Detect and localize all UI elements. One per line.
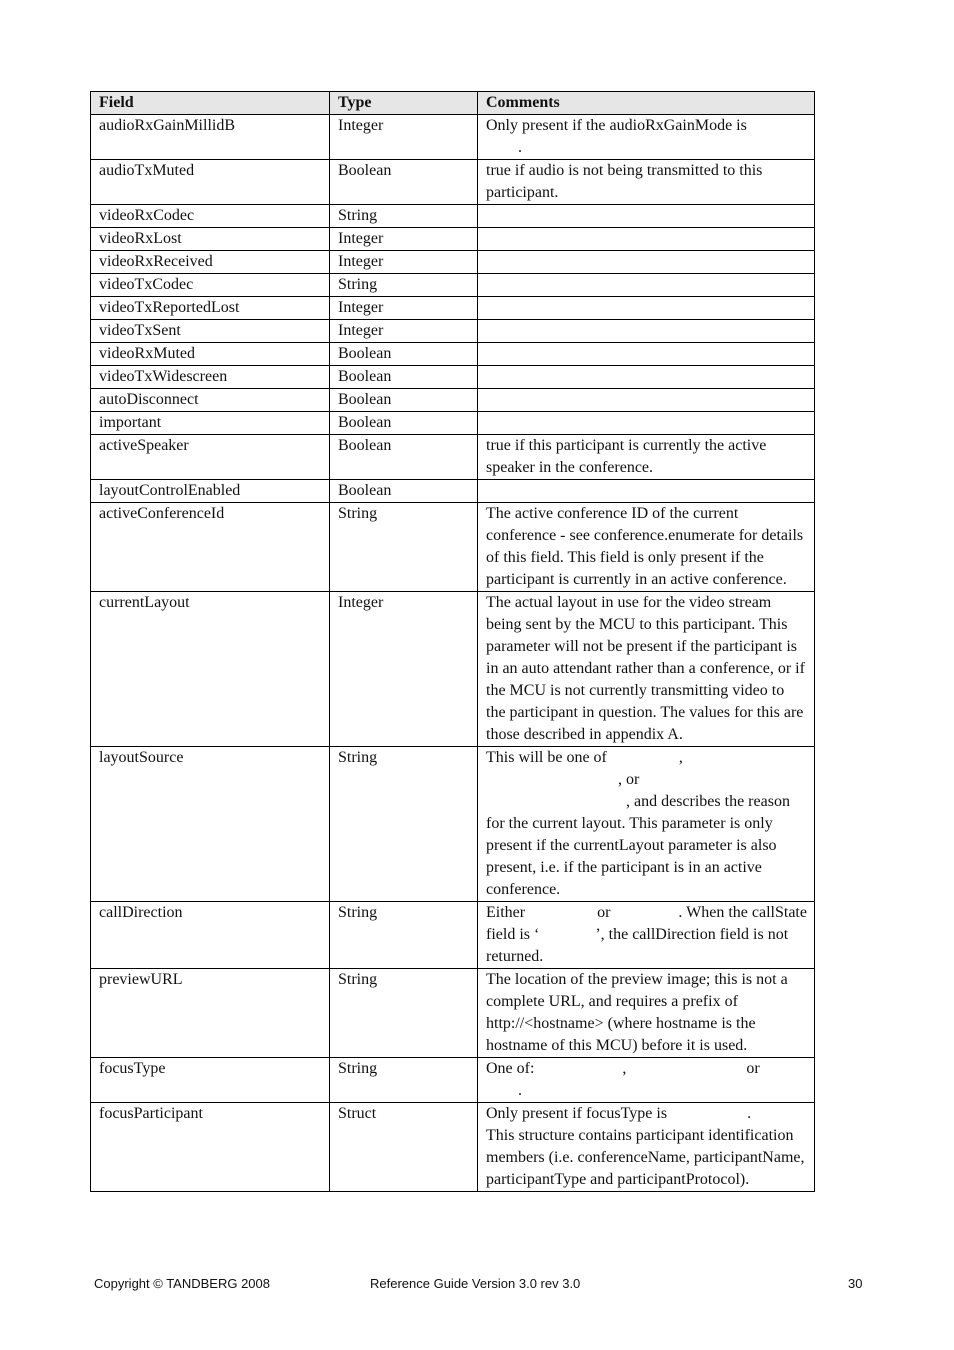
type-cell: Boolean [330,412,478,435]
table-row [91,1103,815,1192]
header-field: Field [91,92,330,115]
footer-reference-guide: Reference Guide Version 3.0 rev 3.0 [370,1276,581,1291]
comment-cell [478,320,815,343]
comment-cell: The location of the preview image; this is not a complete URL, and requires a prefix of http://<hostname> (where hostname is the hostname of this MCU) before it is used. [478,969,815,1058]
type-cell: Boolean [330,435,478,480]
field-cell: videoRxMuted [91,343,330,366]
field-cell: videoTxWidescreen [91,366,330,389]
comment-cell: The active conference ID of the current conference - see conference.enumerate for details of this field. This field is only present if the participant is currently in an active conference. [478,503,815,592]
type-cell: String [330,969,478,1058]
table-body [91,115,815,1192]
field-cell: layoutSource [91,747,330,902]
comment-cell [478,389,815,412]
comment-cell [478,343,815,366]
field-cell: callDirection [91,902,330,969]
field-cell: previewURL [91,969,330,1058]
table-row [91,115,815,160]
field-cell: audioTxMuted [91,160,330,205]
table-row [91,251,815,274]
type-cell: Boolean [330,366,478,389]
table-row [91,412,815,435]
field-cell: currentLayout [91,592,330,747]
comment-cell: true if this participant is currently the active speaker in the conference. [478,435,815,480]
field-cell: activeConferenceId [91,503,330,592]
table-row [91,480,815,503]
table-row [91,297,815,320]
field-cell: activeSpeaker [91,435,330,480]
type-cell: Boolean [330,480,478,503]
comment-cell [478,228,815,251]
field-cell: videoTxSent [91,320,330,343]
field-cell: focusType [91,1058,330,1103]
comment-cell: Only present if focusType is . This structure contains participant identification members (i.e. conferenceName, participantName, participantType and participantProtocol). [478,1103,815,1192]
table-row [91,503,815,592]
type-cell: Boolean [330,160,478,205]
field-cell: videoTxReportedLost [91,297,330,320]
comment-cell [478,274,815,297]
table-row [91,435,815,480]
type-cell: Integer [330,592,478,747]
table-row [91,320,815,343]
type-cell: Struct [330,1103,478,1192]
type-cell: Boolean [330,343,478,366]
type-cell: String [330,503,478,592]
table-row [91,969,815,1058]
field-cell: focusParticipant [91,1103,330,1192]
comment-cell: true if audio is not being transmitted to this participant. [478,160,815,205]
type-cell: String [330,747,478,902]
field-cell: important [91,412,330,435]
field-cell: videoRxCodec [91,205,330,228]
comment-cell [478,251,815,274]
field-cell: autoDisconnect [91,389,330,412]
type-cell: Integer [330,115,478,160]
type-cell: Integer [330,297,478,320]
table-row [91,205,815,228]
table-row [91,902,815,969]
footer-page-number: 30 [848,1276,863,1291]
comment-cell: Either or . When the callState field is ‘ ’, the callDirection field is not returned. [478,902,815,969]
comment-cell: One of: , or . [478,1058,815,1103]
field-cell: audioRxGainMillidB [91,115,330,160]
table-row [91,343,815,366]
table-header-row [91,92,815,115]
footer-copyright: Copyright © TANDBERG 2008 [94,1276,271,1291]
table-row [91,592,815,747]
field-cell: layoutControlEnabled [91,480,330,503]
comment-cell [478,205,815,228]
field-cell: videoRxLost [91,228,330,251]
type-cell: String [330,902,478,969]
field-cell: videoTxCodec [91,274,330,297]
comment-cell: The actual layout in use for the video stream being sent by the MCU to this participant. This parameter will not be present if the participant is in an auto attendant rather than a conference, or if the MCU is not currently transmitting video to the participant in question. The values for this are those described in appendix A. [478,592,815,747]
type-cell: Integer [330,228,478,251]
comment-cell: This will be one of , , or , and describes the reason for the current layout. This parameter is only present if the currentLayout parameter is also present, i.e. if the participant is in an active conference. [478,747,815,902]
type-cell: Boolean [330,389,478,412]
table-row [91,366,815,389]
comment-cell [478,366,815,389]
comment-cell: Only present if the audioRxGainMode is . [478,115,815,160]
table-row [91,160,815,205]
table-row [91,747,815,902]
table-row [91,389,815,412]
type-cell: String [330,274,478,297]
type-cell: Integer [330,320,478,343]
header-comments: Comments [478,92,815,115]
type-cell: String [330,1058,478,1103]
field-table [90,91,815,1192]
comment-cell [478,480,815,503]
comment-cell [478,412,815,435]
table-row [91,1058,815,1103]
table-row [91,274,815,297]
type-cell: Integer [330,251,478,274]
comment-cell [478,297,815,320]
type-cell: String [330,205,478,228]
field-cell: videoRxReceived [91,251,330,274]
header-type: Type [330,92,478,115]
table-row [91,228,815,251]
